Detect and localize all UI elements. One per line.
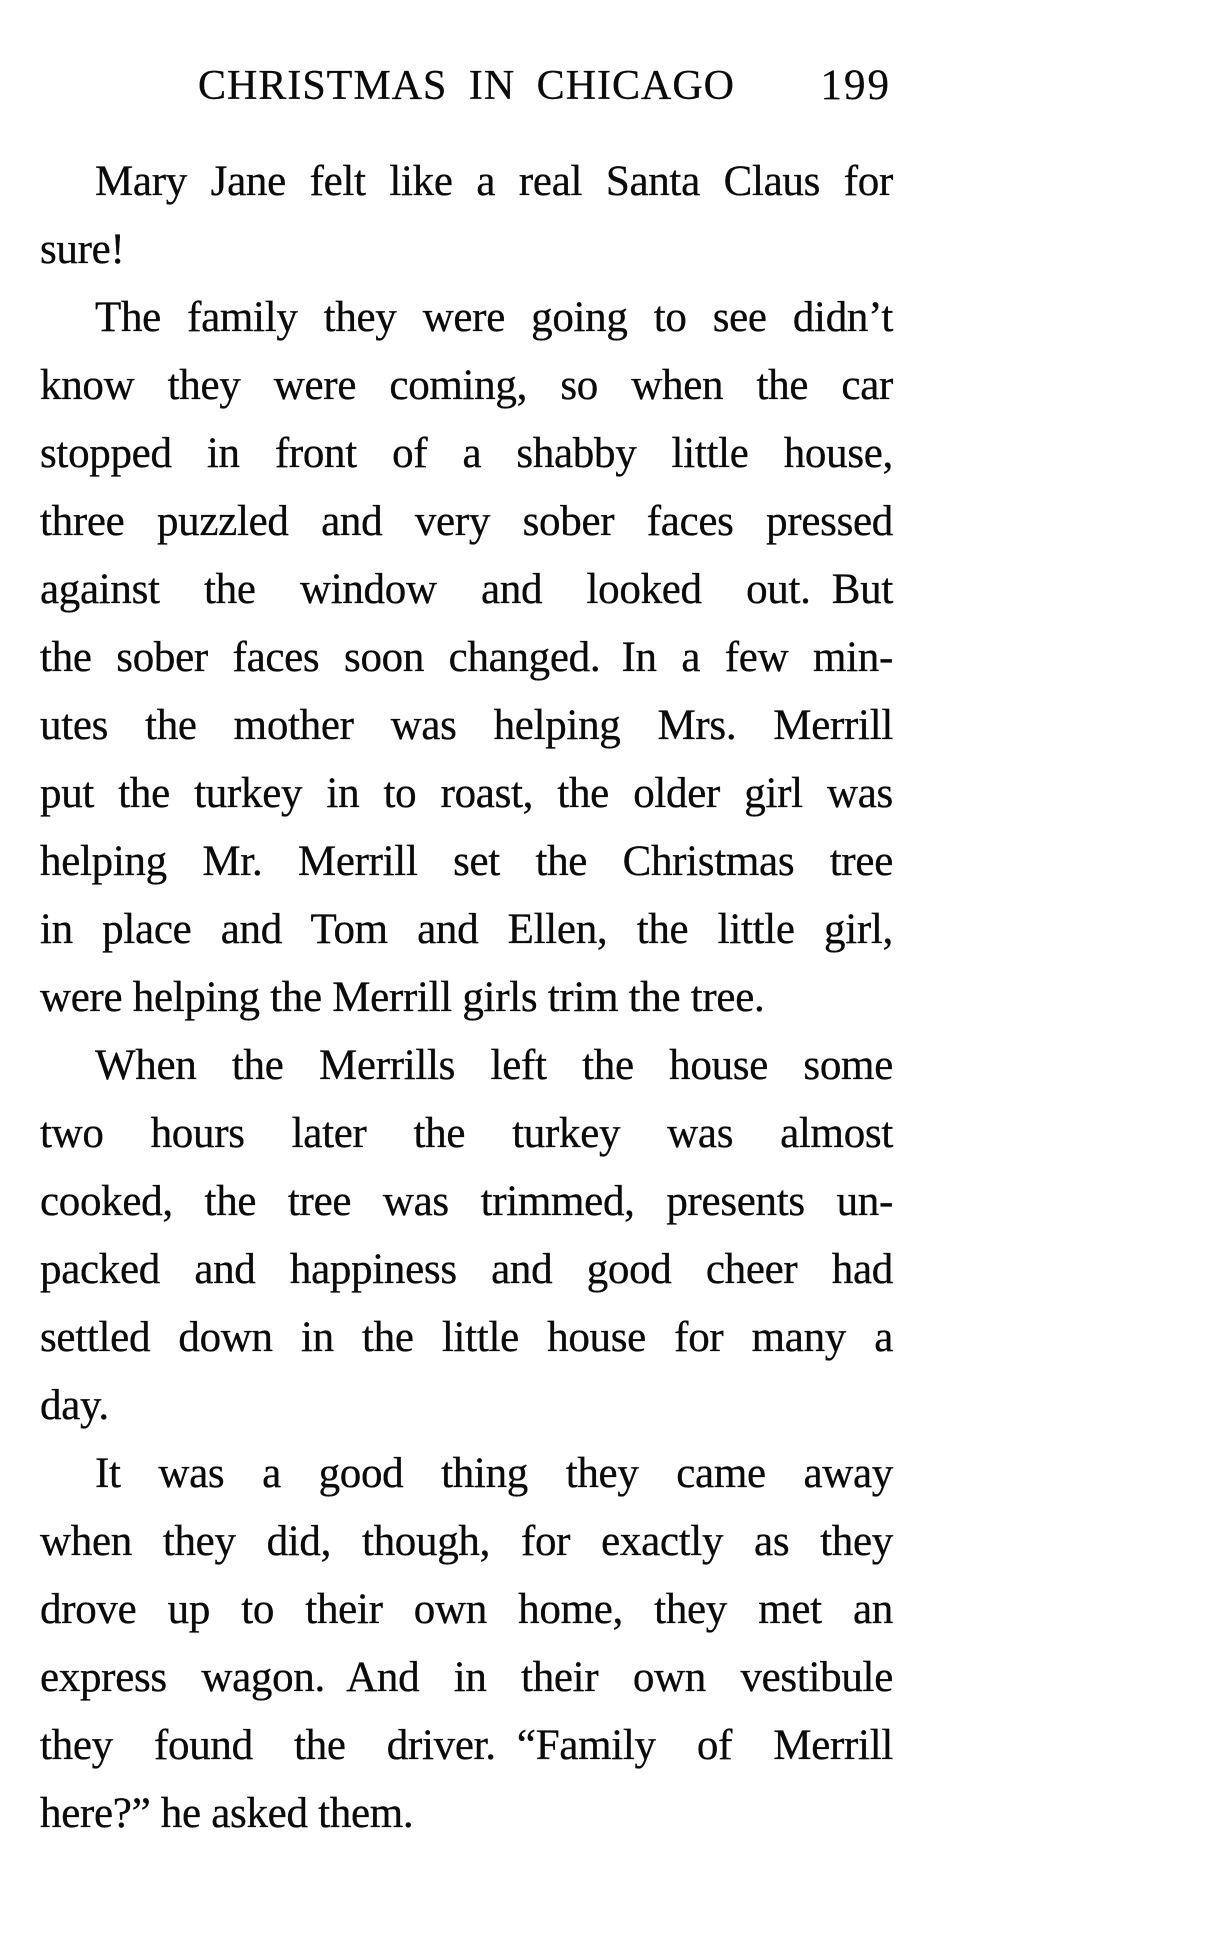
text-line: here?” he asked them. [40,1790,414,1837]
text-line: stopped in front of a shabby little house, [40,430,893,477]
page-header [40,50,893,122]
text-line: they found the driver. “Family of Merrill [40,1722,893,1769]
text-line: When the Merrills left the house some [95,1042,893,1089]
text-line: drove up to their own home, they met an [40,1586,893,1633]
text-line: helping Mr. Merrill set the Christmas tree [40,838,893,885]
paragraph [40,148,893,284]
text-line: were helping the Merrill girls trim the tree. [40,974,765,1021]
paragraph [40,1440,893,1848]
text-line: express wagon. And in their own vestibule [40,1654,893,1701]
running-title: CHRISTMAS IN CHICAGO [197,63,736,109]
text-line: in place and Tom and Ellen, the little girl, [40,906,893,953]
text-line: day. [40,1382,109,1429]
text-line: two hours later the turkey was almost [40,1110,893,1157]
paragraph [40,1032,893,1440]
text-line: cooked, the tree was trimmed, presents un- [40,1178,893,1225]
text-line: know they were coming, so when the car [40,362,893,409]
paragraph [40,284,893,1032]
page-number: 199 [820,62,891,109]
text-line: settled down in the little house for many a [40,1314,893,1361]
text-line: against the window and looked out. But [40,566,893,613]
text-line: packed and happiness and good cheer had [40,1246,893,1293]
text-column [40,50,893,1848]
text-line: the sober faces soon changed. In a few min- [40,634,893,681]
page-body [40,148,893,1848]
text-line: put the turkey in to roast, the older girl was [40,770,893,817]
text-line: when they did, though, for exactly as they [40,1518,893,1565]
text-line: It was a good thing they came away [95,1450,893,1497]
text-line: The family they were going to see didn’t [95,294,893,341]
text-line: three puzzled and very sober faces pressed [40,498,893,545]
text-line: sure! [40,226,125,273]
text-line: Mary Jane felt like a real Santa Claus for [95,158,893,205]
text-line: utes the mother was helping Mrs. Merrill [40,702,893,749]
